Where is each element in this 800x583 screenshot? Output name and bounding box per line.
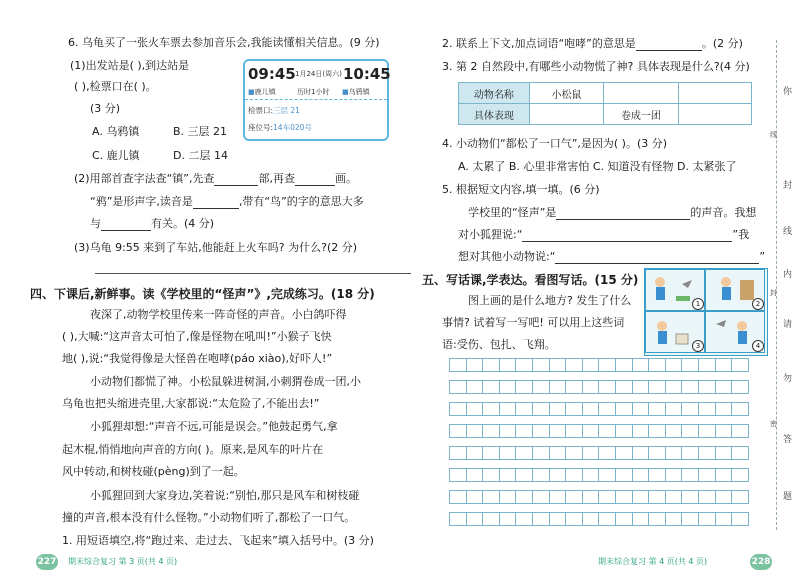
question-1: 1. 用短语填空,将“跑过来、走过去、飞起来”填入括号中。(3 分) bbox=[62, 534, 374, 547]
grid-cell[interactable] bbox=[532, 468, 550, 482]
table-cell-curled: 卷成一团 bbox=[604, 104, 678, 125]
table-cell-empty[interactable] bbox=[678, 83, 751, 104]
question-4: 4. 小动物们“都松了一口气”,是因为( )。(3 分) bbox=[442, 137, 668, 150]
side-small-char: 线 bbox=[770, 131, 777, 139]
grid-cell[interactable] bbox=[515, 490, 533, 504]
grid-cell[interactable] bbox=[731, 380, 749, 394]
question-3: 3. 第 2 自然段中,有哪些小动物慌了神? 具体表现是什么?(4 分) bbox=[442, 60, 750, 73]
grid-cell[interactable] bbox=[532, 490, 550, 504]
grid-cell[interactable] bbox=[466, 402, 484, 416]
grid-cell[interactable] bbox=[598, 446, 616, 460]
grid-cell[interactable] bbox=[698, 402, 716, 416]
grid-cell[interactable] bbox=[515, 380, 533, 394]
grid-cell[interactable] bbox=[499, 424, 517, 438]
grid-cell[interactable] bbox=[466, 468, 484, 482]
side-small-char: 封 bbox=[770, 289, 777, 297]
grid-cell[interactable] bbox=[632, 424, 650, 438]
passage-line-2: ( ),大喊:“这声音太可怕了,像是怪物在吼叫!”小猴子飞快 bbox=[62, 330, 332, 343]
grid-cell[interactable] bbox=[731, 490, 749, 504]
answer-line bbox=[95, 273, 411, 274]
grid-cell[interactable] bbox=[665, 512, 683, 526]
grid-cell[interactable] bbox=[582, 490, 600, 504]
grid-cell[interactable] bbox=[582, 424, 600, 438]
grid-cell[interactable] bbox=[615, 424, 633, 438]
grid-cell[interactable] bbox=[515, 468, 533, 482]
grid-cell[interactable] bbox=[515, 358, 533, 372]
grid-cell[interactable] bbox=[466, 380, 484, 394]
picture-panel-3: 3 bbox=[645, 311, 705, 353]
grid-cell[interactable] bbox=[499, 402, 517, 416]
grid-cell[interactable] bbox=[715, 358, 733, 372]
page-number-left: 227 bbox=[36, 554, 58, 570]
grid-cell[interactable] bbox=[565, 468, 583, 482]
passage-line-1: 夜深了,动物学校里传来一阵奇怪的声音。小白鸽吓得 bbox=[90, 308, 347, 321]
grid-cell[interactable] bbox=[565, 446, 583, 460]
grid-row[interactable] bbox=[449, 380, 767, 394]
grid-cell[interactable] bbox=[515, 512, 533, 526]
question-4-options: A. 太累了 B. 心里非常害怕 C. 知道没有怪物 D. 太紧张了 bbox=[458, 160, 737, 173]
table-header-behavior: 具体表现 bbox=[459, 104, 530, 125]
q6-1-option-c: C. 鹿儿镇 bbox=[92, 149, 140, 162]
grid-cell[interactable] bbox=[482, 468, 500, 482]
page-number-right: 228 bbox=[750, 554, 772, 570]
grid-cell[interactable] bbox=[515, 424, 533, 438]
grid-cell[interactable] bbox=[665, 402, 683, 416]
grid-cell[interactable] bbox=[565, 402, 583, 416]
duration: 历时1小时 bbox=[297, 88, 330, 96]
grid-cell[interactable] bbox=[731, 424, 749, 438]
grid-cell[interactable] bbox=[466, 446, 484, 460]
grid-cell[interactable] bbox=[648, 380, 666, 394]
grid-cell[interactable] bbox=[665, 424, 683, 438]
grid-cell[interactable] bbox=[565, 358, 583, 372]
grid-cell[interactable] bbox=[449, 512, 467, 526]
grid-cell[interactable] bbox=[632, 512, 650, 526]
ticket-date: 1月24日(周六) bbox=[295, 70, 342, 78]
grid-cell[interactable] bbox=[681, 446, 699, 460]
grid-cell[interactable] bbox=[715, 490, 733, 504]
grid-cell[interactable] bbox=[632, 490, 650, 504]
grid-cell[interactable] bbox=[549, 468, 567, 482]
grid-cell[interactable] bbox=[582, 358, 600, 372]
grid-cell[interactable] bbox=[449, 402, 467, 416]
grid-cell[interactable] bbox=[532, 512, 550, 526]
grid-cell[interactable] bbox=[565, 424, 583, 438]
grid-cell[interactable] bbox=[482, 380, 500, 394]
question-5-line2: 对小狐狸说:“ ”我 bbox=[458, 228, 750, 241]
grid-cell[interactable] bbox=[615, 402, 633, 416]
grid-cell[interactable] bbox=[499, 380, 517, 394]
grid-cell[interactable] bbox=[549, 380, 567, 394]
grid-cell[interactable] bbox=[449, 424, 467, 438]
grid-row[interactable] bbox=[449, 424, 767, 438]
grid-cell[interactable] bbox=[715, 512, 733, 526]
grid-cell[interactable] bbox=[482, 424, 500, 438]
q6-1-score: (3 分) bbox=[90, 102, 121, 115]
grid-cell[interactable] bbox=[532, 358, 550, 372]
grid-cell[interactable] bbox=[449, 468, 467, 482]
q6-2-line1: (2)用部首查字法查“镇”,先查 部,再查 画。 bbox=[74, 172, 357, 185]
question-5: 5. 根据短文内容,填一填。(6 分) bbox=[442, 183, 600, 196]
writing-prompt-3: 语:受伤、包扎、飞翔。 bbox=[442, 338, 556, 351]
picture-panel-2: 2 bbox=[705, 269, 765, 311]
grid-cell[interactable] bbox=[648, 424, 666, 438]
grid-cell[interactable] bbox=[582, 402, 600, 416]
side-char: 你 bbox=[783, 87, 793, 97]
side-char: 封 bbox=[783, 181, 793, 191]
question-5-line3: 想对其他小动物说:“ ” bbox=[458, 250, 766, 263]
writing-prompt-1: 图上画的是什么地方? 发生了什么 bbox=[468, 294, 632, 307]
grid-cell[interactable] bbox=[482, 446, 500, 460]
grid-cell[interactable] bbox=[698, 446, 716, 460]
grid-cell[interactable] bbox=[715, 380, 733, 394]
q6-1-line1: (1)出发站是( ),到达站是 bbox=[70, 59, 190, 72]
grid-cell[interactable] bbox=[648, 402, 666, 416]
grid-row[interactable] bbox=[449, 512, 767, 526]
grid-cell[interactable] bbox=[731, 446, 749, 460]
side-char: 请 bbox=[783, 320, 793, 330]
grid-cell[interactable] bbox=[532, 424, 550, 438]
grid-cell[interactable] bbox=[681, 358, 699, 372]
grid-cell[interactable] bbox=[665, 446, 683, 460]
passage-line-10: 撞的声音,根本没有什么怪物。”小动物们听了,都松了一口气。 bbox=[62, 511, 356, 524]
passage-line-4: 小动物们都慌了神。小松鼠躲进树洞,小刺猬卷成一团,小 bbox=[90, 375, 361, 388]
grid-cell[interactable] bbox=[632, 446, 650, 460]
grid-cell[interactable] bbox=[715, 468, 733, 482]
grid-cell[interactable] bbox=[532, 446, 550, 460]
table-cell-squirrel: 小松鼠 bbox=[529, 83, 603, 104]
grid-cell[interactable] bbox=[515, 402, 533, 416]
grid-cell[interactable] bbox=[549, 402, 567, 416]
grid-cell[interactable] bbox=[549, 358, 567, 372]
grid-cell[interactable] bbox=[466, 358, 484, 372]
seat-info: 座位号:14车020号 bbox=[248, 123, 312, 132]
grid-cell[interactable] bbox=[482, 512, 500, 526]
writing-grid[interactable] bbox=[449, 358, 767, 533]
grid-cell[interactable] bbox=[466, 512, 484, 526]
grid-cell[interactable] bbox=[648, 512, 666, 526]
grid-cell[interactable] bbox=[582, 468, 600, 482]
grid-cell[interactable] bbox=[549, 446, 567, 460]
grid-cell[interactable] bbox=[665, 358, 683, 372]
grid-cell[interactable] bbox=[715, 424, 733, 438]
grid-cell[interactable] bbox=[549, 490, 567, 504]
grid-cell[interactable] bbox=[598, 468, 616, 482]
footer-right: 期末综合复习 第 4 页(共 4 页) bbox=[598, 557, 708, 566]
grid-cell[interactable] bbox=[565, 380, 583, 394]
grid-row[interactable] bbox=[449, 446, 767, 460]
grid-cell[interactable] bbox=[549, 512, 567, 526]
grid-cell[interactable] bbox=[598, 490, 616, 504]
question-5-line1: 学校里的“怪声”是 的声音。我想 bbox=[468, 206, 757, 219]
grid-cell[interactable] bbox=[499, 512, 517, 526]
grid-cell[interactable] bbox=[731, 358, 749, 372]
table-cell-empty[interactable] bbox=[529, 104, 603, 125]
grid-cell[interactable] bbox=[565, 512, 583, 526]
table-header-animal: 动物名称 bbox=[459, 83, 530, 104]
passage-line-8: 风中转动,和树枝碰(pèng)到了一起。 bbox=[62, 465, 245, 478]
grid-cell[interactable] bbox=[648, 490, 666, 504]
grid-cell[interactable] bbox=[466, 490, 484, 504]
question-2: 2. 联系上下文,加点词语“咆哮”的意思是 。(2 分) bbox=[442, 37, 743, 50]
grid-cell[interactable] bbox=[715, 402, 733, 416]
grid-cell[interactable] bbox=[598, 380, 616, 394]
grid-cell[interactable] bbox=[681, 424, 699, 438]
grid-row[interactable] bbox=[449, 490, 767, 504]
animal-table bbox=[458, 82, 752, 125]
writing-prompt-2: 事情? 试着写一写吧! 可以用上这些词 bbox=[442, 316, 625, 329]
grid-cell[interactable] bbox=[582, 446, 600, 460]
grid-cell[interactable] bbox=[598, 358, 616, 372]
grid-cell[interactable] bbox=[632, 468, 650, 482]
picture-illustration bbox=[644, 268, 768, 356]
passage-line-3: 地( ),说:“我觉得像是大怪兽在咆哮(páo xiào),好吓人!” bbox=[62, 352, 333, 365]
binding-line bbox=[776, 40, 777, 530]
grid-row[interactable] bbox=[449, 402, 767, 416]
table-cell-empty[interactable] bbox=[604, 83, 678, 104]
grid-cell[interactable] bbox=[482, 490, 500, 504]
grid-cell[interactable] bbox=[615, 446, 633, 460]
picture-panel-1: 1 bbox=[645, 269, 705, 311]
grid-cell[interactable] bbox=[449, 446, 467, 460]
grid-cell[interactable] bbox=[632, 380, 650, 394]
footer-left: 期末综合复习 第 3 页(共 4 页) bbox=[68, 557, 178, 566]
side-small-char: 密 bbox=[770, 420, 777, 428]
grid-cell[interactable] bbox=[598, 402, 616, 416]
grid-row[interactable] bbox=[449, 468, 767, 482]
grid-cell[interactable] bbox=[648, 446, 666, 460]
grid-cell[interactable] bbox=[698, 424, 716, 438]
q6-1-option-b: B. 三层 21 bbox=[173, 125, 228, 138]
grid-cell[interactable] bbox=[598, 424, 616, 438]
grid-cell[interactable] bbox=[532, 380, 550, 394]
departure-time: 09:45 bbox=[248, 65, 296, 83]
grid-cell[interactable] bbox=[632, 358, 650, 372]
passage-line-7: 起木棍,悄悄地向声音的方向( )。原来,是风车的叶片在 bbox=[62, 443, 324, 456]
grid-cell[interactable] bbox=[515, 446, 533, 460]
side-char: 勿 bbox=[783, 374, 793, 384]
grid-cell[interactable] bbox=[698, 468, 716, 482]
grid-cell[interactable] bbox=[482, 402, 500, 416]
side-char: 线 bbox=[783, 227, 793, 237]
passage-line-6: 小狐狸却想:“声音不远,可能是误会。”他鼓起勇气,拿 bbox=[90, 420, 338, 433]
grid-cell[interactable] bbox=[681, 402, 699, 416]
side-char: 答 bbox=[783, 435, 793, 445]
grid-cell[interactable] bbox=[549, 424, 567, 438]
grid-cell[interactable] bbox=[499, 490, 517, 504]
grid-cell[interactable] bbox=[698, 490, 716, 504]
train-ticket bbox=[243, 59, 389, 141]
grid-cell[interactable] bbox=[615, 380, 633, 394]
to-station: ■乌鸦镇 bbox=[342, 88, 370, 96]
grid-cell[interactable] bbox=[615, 468, 633, 482]
passage-line-9: 小狐狸回到大家身边,笑着说:“别怕,那只是风车和树枝碰 bbox=[90, 489, 360, 502]
passage-line-5: 乌龟也把头缩进壳里,大家都说:“太危险了,不能出去!” bbox=[62, 397, 320, 410]
table-cell-empty[interactable] bbox=[678, 104, 751, 125]
grid-cell[interactable] bbox=[499, 468, 517, 482]
side-char: 内 bbox=[783, 270, 793, 280]
section-4-title: 四、下课后,新鲜事。读《学校里的“怪声”》,完成练习。(18 分) bbox=[30, 287, 375, 301]
grid-cell[interactable] bbox=[665, 468, 683, 482]
grid-cell[interactable] bbox=[615, 490, 633, 504]
grid-cell[interactable] bbox=[648, 468, 666, 482]
grid-cell[interactable] bbox=[615, 512, 633, 526]
q6-1-line2: ( ),检票口在( )。 bbox=[74, 80, 157, 93]
q6-3: (3)乌龟 9:55 来到了车站,他能赶上火车吗? 为什么?(2 分) bbox=[74, 241, 358, 254]
grid-cell[interactable] bbox=[681, 380, 699, 394]
grid-cell[interactable] bbox=[681, 512, 699, 526]
q6-2-line2: “鸦”是形声字,读音是 ,带有“鸟”的字的意思大多 bbox=[90, 195, 364, 208]
section-5-title: 五、写话课,学表达。看图写话。(15 分) bbox=[422, 273, 639, 287]
grid-cell[interactable] bbox=[665, 490, 683, 504]
grid-cell[interactable] bbox=[715, 446, 733, 460]
from-station: ■鹿儿镇 bbox=[248, 88, 276, 96]
grid-cell[interactable] bbox=[582, 380, 600, 394]
grid-row[interactable] bbox=[449, 358, 767, 372]
grid-cell[interactable] bbox=[731, 468, 749, 482]
gate-info: 检票口:三层 21 bbox=[248, 106, 300, 115]
picture-panel-4: 4 bbox=[705, 311, 765, 353]
q6-1-option-d: D. 二层 14 bbox=[173, 149, 228, 162]
grid-cell[interactable] bbox=[698, 512, 716, 526]
grid-cell[interactable] bbox=[681, 468, 699, 482]
grid-cell[interactable] bbox=[582, 512, 600, 526]
grid-cell[interactable] bbox=[632, 402, 650, 416]
grid-cell[interactable] bbox=[532, 402, 550, 416]
grid-cell[interactable] bbox=[466, 424, 484, 438]
arrival-time: 10:45 bbox=[343, 65, 391, 83]
q6-title: 6. 乌龟买了一张火车票去参加音乐会,我能读懂相关信息。(9 分) bbox=[68, 36, 380, 49]
grid-cell[interactable] bbox=[499, 358, 517, 372]
side-char: 题 bbox=[783, 492, 793, 502]
grid-cell[interactable] bbox=[731, 402, 749, 416]
grid-cell[interactable] bbox=[681, 490, 699, 504]
grid-cell[interactable] bbox=[665, 380, 683, 394]
grid-cell[interactable] bbox=[449, 358, 467, 372]
grid-cell[interactable] bbox=[731, 512, 749, 526]
q6-2-line3: 与 有关。(4 分) bbox=[90, 217, 215, 230]
grid-cell[interactable] bbox=[499, 446, 517, 460]
grid-cell[interactable] bbox=[648, 358, 666, 372]
grid-cell[interactable] bbox=[449, 380, 467, 394]
grid-cell[interactable] bbox=[615, 358, 633, 372]
grid-cell[interactable] bbox=[598, 512, 616, 526]
grid-cell[interactable] bbox=[698, 358, 716, 372]
grid-cell[interactable] bbox=[565, 490, 583, 504]
grid-cell[interactable] bbox=[449, 490, 467, 504]
q6-1-option-a: A. 乌鸦镇 bbox=[92, 125, 140, 138]
grid-cell[interactable] bbox=[698, 380, 716, 394]
grid-cell[interactable] bbox=[482, 358, 500, 372]
